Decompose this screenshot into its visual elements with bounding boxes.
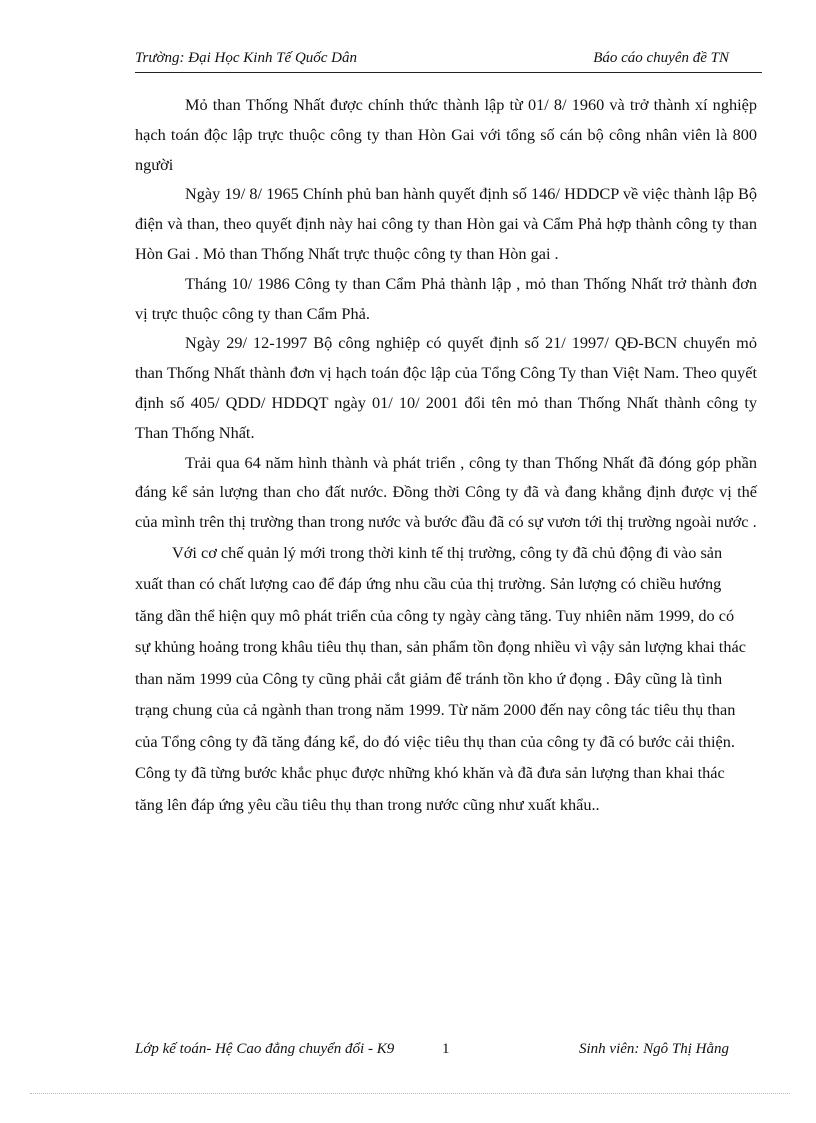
page-footer	[135, 1041, 762, 1063]
page-header	[135, 48, 762, 73]
paragraph-64-years: Trải qua 64 năm hình thành và phát triển , công ty than Thống Nhất đã đóng góp phần đáng kể sản lượng than cho đất nước. Đồng thời Công ty đã và đang khẳng định được vị thế của mình trên thị trường than trong nước và bước đầu đã có sự vươn tới thị trường ngoài nước .	[135, 452, 757, 532]
page-number: 1	[442, 1041, 450, 1057]
document-body	[135, 90, 757, 820]
header-report-title: Báo cáo chuyên đề TN	[593, 50, 729, 66]
paragraph-1986: Tháng 10/ 1986 Công ty than Cẩm Phả thành lập , mỏ than Thống Nhất trở thành đơn vị trực thuộc công ty than Cẩm Phả.	[135, 273, 757, 323]
paragraph-1997-2001: Ngày 29/ 12-1997 Bộ công nghiệp có quyết định số 21/ 1997/ QĐ-BCN chuyển mỏ than Thống Nhất thành đơn vị hạch toán độc lập của Tổng Công Ty than Việt Nam. Theo quyết định số 405/ QDD/ HDDQT ngày 01/ 10/ 2001 đổi tên mỏ than Thống Nhất thành công ty Than Thống Nhất.	[135, 333, 757, 442]
paragraph-1965-decision: Ngày 19/ 8/ 1965 Chính phủ ban hành quyết định số 146/ HDDCP về việc thành lập Bộ điện và than, theo quyết định này hai công ty than Hòn gai và Cẩm Phả hợp thành công ty than Hòn Gai . Mỏ than Thống Nhất trực thuộc công ty than Hòn gai .	[135, 184, 757, 263]
footer-class: Lớp kế toán- Hệ Cao đẳng chuyển đổi - K9	[135, 1041, 395, 1057]
header-school: Trường: Đại Học Kinh Tế Quốc Dân	[135, 50, 358, 66]
footer-student: Sinh viên: Ngô Thị Hằng	[579, 1041, 729, 1057]
paragraph-market-mechanism: Với cơ chế quản lý mới trong thời kinh tế thị trường, công ty đã chủ động đi vào sản xuất than có chất lượng cao để đáp ứng nhu cầu của thị trường. Sản lượng có chiều hướng tăng dần thể hiện quy mô phát triển của công ty ngày càng tăng. Tuy nhiên năm 1999, do có sự khủng hoảng trong khâu tiêu thụ than, sản phẩm tồn đọng nhiều vì vậy sản lượng khai thác than năm 1999 của Công ty cũng phải cắt giảm để tránh tồn kho ứ đọng . Đây cũng là tình trạng chung của cả ngành than trong năm 1999. Từ năm 2000 đến nay công tác tiêu thụ than của Tổng công ty đã tăng đáng kể, do đó việc tiêu thụ than của công ty đã có bước cải thiện. Công ty đã từng bước khắc phục được những khó khăn và đã đưa sản lượng than khai thác tăng lên đáp ứng yêu cầu tiêu thụ than trong nước cũng như xuất khẩu..	[135, 542, 746, 814]
paragraph-founding: Mỏ than Thống Nhất được chính thức thành lập từ 01/ 8/ 1960 và trở thành xí nghiệp hạch toán độc lập trực thuộc công ty than Hòn Gai với tổng số cán bộ công nhân viên là 800 người	[135, 95, 757, 174]
page-bottom-divider	[30, 1093, 790, 1094]
